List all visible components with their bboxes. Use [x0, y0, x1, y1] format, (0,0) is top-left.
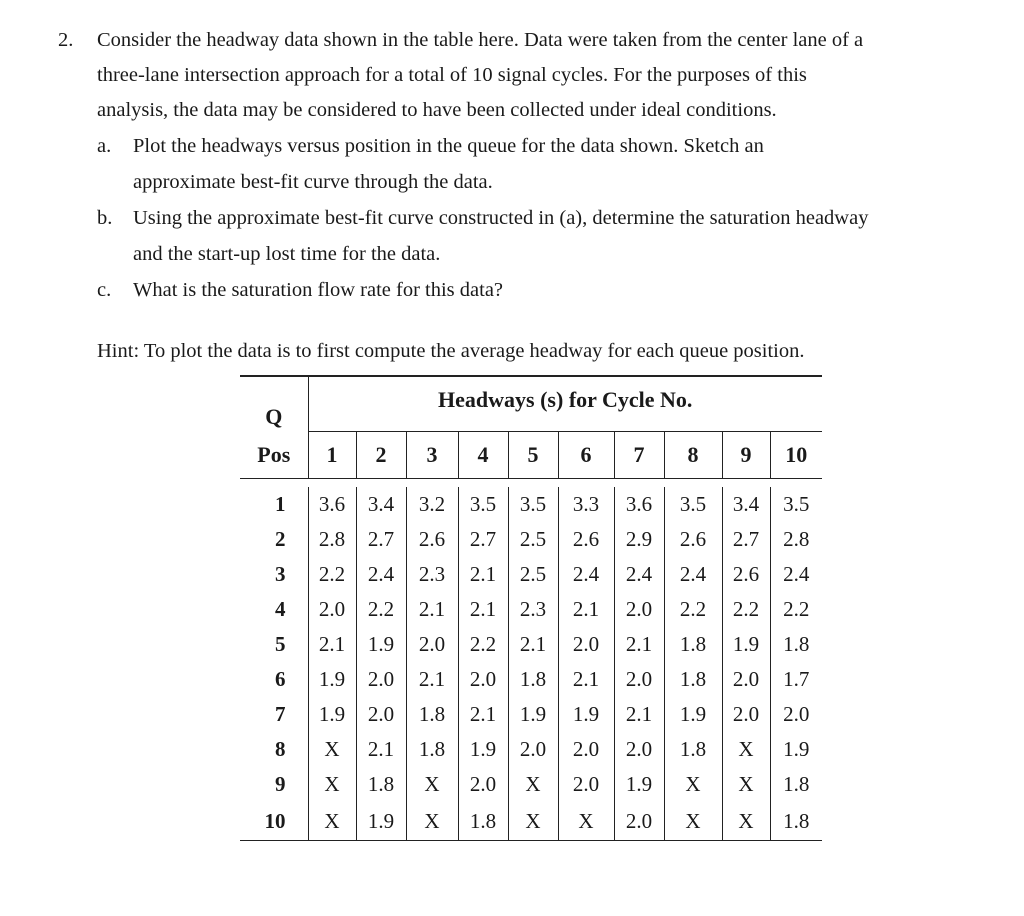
headway-cell: 2.1 — [406, 662, 458, 697]
headway-cell: 2.0 — [406, 627, 458, 662]
headway-cell: 3.5 — [508, 487, 558, 522]
headway-cell: 2.9 — [614, 522, 664, 557]
table-row — [240, 767, 822, 802]
headway-cell: 2.0 — [614, 732, 664, 767]
cycle-header: 7 — [614, 432, 664, 479]
headway-cell: 2.1 — [458, 592, 508, 627]
table-row — [240, 732, 822, 767]
queue-position: 6 — [275, 667, 286, 691]
headway-cell: X — [558, 802, 614, 841]
queue-position: 7 — [275, 702, 286, 726]
headway-cell: 1.7 — [770, 662, 822, 697]
headway-cell: 2.0 — [722, 662, 770, 697]
part-c-line-1: What is the saturation flow rate for this data? — [133, 279, 504, 301]
part-a-line-1: Plot the headways versus position in the queue for the data shown. Sketch an — [133, 135, 764, 157]
part-b-label: b. — [97, 207, 113, 229]
headway-cell: 2.0 — [770, 697, 822, 732]
headway-cell: 1.8 — [458, 802, 508, 841]
headway-cell: 2.2 — [356, 592, 406, 627]
queue-position: 10 — [240, 802, 308, 841]
headway-cell: 2.6 — [722, 557, 770, 592]
headway-cell: 2.0 — [458, 662, 508, 697]
table-row — [240, 592, 822, 627]
headway-cell: 1.9 — [722, 627, 770, 662]
headway-cell: 2.1 — [558, 592, 614, 627]
queue-position: 2 — [275, 527, 286, 551]
headway-cell: 2.1 — [508, 627, 558, 662]
headway-cell: 1.8 — [770, 627, 822, 662]
headway-cell: 2.0 — [614, 662, 664, 697]
queue-position: 5 — [275, 632, 286, 656]
headway-cell: 1.8 — [356, 767, 406, 802]
headway-cell: 2.1 — [308, 627, 356, 662]
table-row — [240, 802, 822, 841]
headway-cell: 2.4 — [558, 557, 614, 592]
headway-cell: 3.4 — [722, 487, 770, 522]
headway-cell: 1.8 — [664, 627, 722, 662]
table-title: Headways (s) for Cycle No. — [308, 376, 822, 432]
headway-cell: 1.9 — [508, 697, 558, 732]
queue-position: 1 — [275, 492, 286, 516]
headway-cell: X — [722, 767, 770, 802]
headway-cell: 2.1 — [406, 592, 458, 627]
headway-cell: 2.5 — [508, 557, 558, 592]
headway-cell: 1.8 — [770, 767, 822, 802]
headway-cell: 1.8 — [406, 732, 458, 767]
headway-cell: 2.0 — [614, 592, 664, 627]
headway-cell: 1.9 — [356, 627, 406, 662]
headway-cell: 1.8 — [664, 732, 722, 767]
headway-cell: 2.2 — [722, 592, 770, 627]
headway-cell: 2.5 — [508, 522, 558, 557]
headway-cell: 2.3 — [508, 592, 558, 627]
cycle-header: 4 — [458, 432, 508, 479]
cycle-header: 10 — [770, 432, 822, 479]
table-row — [240, 627, 822, 662]
cycle-header: 8 — [664, 432, 722, 479]
headway-cell: 3.5 — [458, 487, 508, 522]
table-row — [240, 697, 822, 732]
headway-cell: 2.1 — [458, 557, 508, 592]
headway-cell: X — [406, 767, 458, 802]
headway-table — [240, 375, 822, 841]
cycle-header: 3 — [406, 432, 458, 479]
headway-cell: 2.4 — [356, 557, 406, 592]
hint-text: Hint: To plot the data is to first compute the average headway for each queue position. — [97, 340, 805, 362]
headway-cell: 2.4 — [664, 557, 722, 592]
headway-cell: 2.7 — [458, 522, 508, 557]
queue-position: 4 — [275, 597, 286, 621]
table-body — [240, 487, 822, 841]
headway-cell: X — [308, 802, 356, 841]
headway-cell: 1.9 — [558, 697, 614, 732]
headway-cell: 2.2 — [664, 592, 722, 627]
table-row — [240, 662, 822, 697]
headway-cell: 2.6 — [406, 522, 458, 557]
headway-cell: 1.9 — [308, 697, 356, 732]
headway-cell: 2.3 — [406, 557, 458, 592]
headway-cell: 2.7 — [356, 522, 406, 557]
cycle-header: 9 — [722, 432, 770, 479]
headway-cell: 2.2 — [770, 592, 822, 627]
part-c-label: c. — [97, 279, 112, 301]
table-row — [240, 557, 822, 592]
headway-cell: 2.0 — [558, 627, 614, 662]
headway-cell: X — [722, 732, 770, 767]
headway-cell: 2.0 — [356, 697, 406, 732]
headway-cell: 3.5 — [770, 487, 822, 522]
headway-cell: 2.0 — [458, 767, 508, 802]
headway-cell: 2.0 — [356, 662, 406, 697]
headway-cell: 1.9 — [458, 732, 508, 767]
headway-cell: 2.1 — [558, 662, 614, 697]
headway-cell: 2.2 — [458, 627, 508, 662]
headway-cell: 2.6 — [664, 522, 722, 557]
headway-cell: 3.2 — [406, 487, 458, 522]
cycle-header: 6 — [558, 432, 614, 479]
headway-cell: 2.6 — [558, 522, 614, 557]
headway-cell: 2.0 — [558, 732, 614, 767]
table-row — [240, 522, 822, 557]
headway-cell: 1.8 — [770, 802, 822, 841]
table-row — [240, 487, 822, 522]
headway-cell: 2.1 — [458, 697, 508, 732]
headway-cell: 1.9 — [664, 697, 722, 732]
headway-cell: X — [664, 802, 722, 841]
queue-position: 8 — [275, 737, 286, 761]
headway-cell: 2.4 — [770, 557, 822, 592]
headway-cell: 1.8 — [406, 697, 458, 732]
headway-cell: 3.3 — [558, 487, 614, 522]
queue-position: 3 — [275, 562, 286, 586]
headway-cell: 1.9 — [308, 662, 356, 697]
intro-line-2: three-lane intersection approach for a total of 10 signal cycles. For the purposes of this — [97, 64, 807, 86]
headway-cell: 2.8 — [308, 522, 356, 557]
headway-cell: 3.6 — [308, 487, 356, 522]
headway-cell: 2.1 — [614, 697, 664, 732]
headway-cell: 2.0 — [614, 802, 664, 841]
headway-cell: X — [508, 767, 558, 802]
headway-cell: 2.7 — [722, 522, 770, 557]
cycle-header: 5 — [508, 432, 558, 479]
part-b-line-1: Using the approximate best-fit curve constructed in (a), determine the saturation headway — [133, 207, 869, 229]
headway-cell: 2.2 — [308, 557, 356, 592]
headway-cell: 1.9 — [770, 732, 822, 767]
headway-cell: 2.0 — [722, 697, 770, 732]
headway-cell: 3.5 — [664, 487, 722, 522]
headway-cell: 3.6 — [614, 487, 664, 522]
headway-cell: 2.0 — [558, 767, 614, 802]
headway-cell: 2.8 — [770, 522, 822, 557]
q-label-bottom: Pos — [240, 432, 308, 479]
headway-cell: X — [308, 732, 356, 767]
headway-cell: X — [508, 802, 558, 841]
headway-cell: 1.9 — [614, 767, 664, 802]
cycle-header: 2 — [356, 432, 406, 479]
headway-cell: 1.9 — [356, 802, 406, 841]
intro-line-3: analysis, the data may be considered to have been collected under ideal conditions. — [97, 99, 777, 121]
headway-cell: X — [406, 802, 458, 841]
headway-cell: 2.0 — [308, 592, 356, 627]
intro-line-1: Consider the headway data shown in the table here. Data were taken from the center lane of a — [97, 29, 864, 51]
queue-position: 9 — [275, 772, 286, 796]
part-b-line-2: and the start-up lost time for the data. — [133, 243, 441, 265]
headway-cell: X — [664, 767, 722, 802]
headway-cell: 1.8 — [664, 662, 722, 697]
cycle-header: 1 — [308, 432, 356, 479]
problem-number: 2. — [58, 29, 74, 51]
headway-cell: 2.0 — [508, 732, 558, 767]
headway-cell: X — [722, 802, 770, 841]
headway-cell: X — [308, 767, 356, 802]
headway-cell: 2.1 — [614, 627, 664, 662]
headway-cell: 1.8 — [508, 662, 558, 697]
part-a-line-2: approximate best-fit curve through the data. — [133, 171, 493, 193]
headway-cell: 2.1 — [356, 732, 406, 767]
headway-cell: 3.4 — [356, 487, 406, 522]
part-a-label: a. — [97, 135, 112, 157]
q-label-top: Q — [240, 376, 308, 432]
headway-cell: 2.4 — [614, 557, 664, 592]
